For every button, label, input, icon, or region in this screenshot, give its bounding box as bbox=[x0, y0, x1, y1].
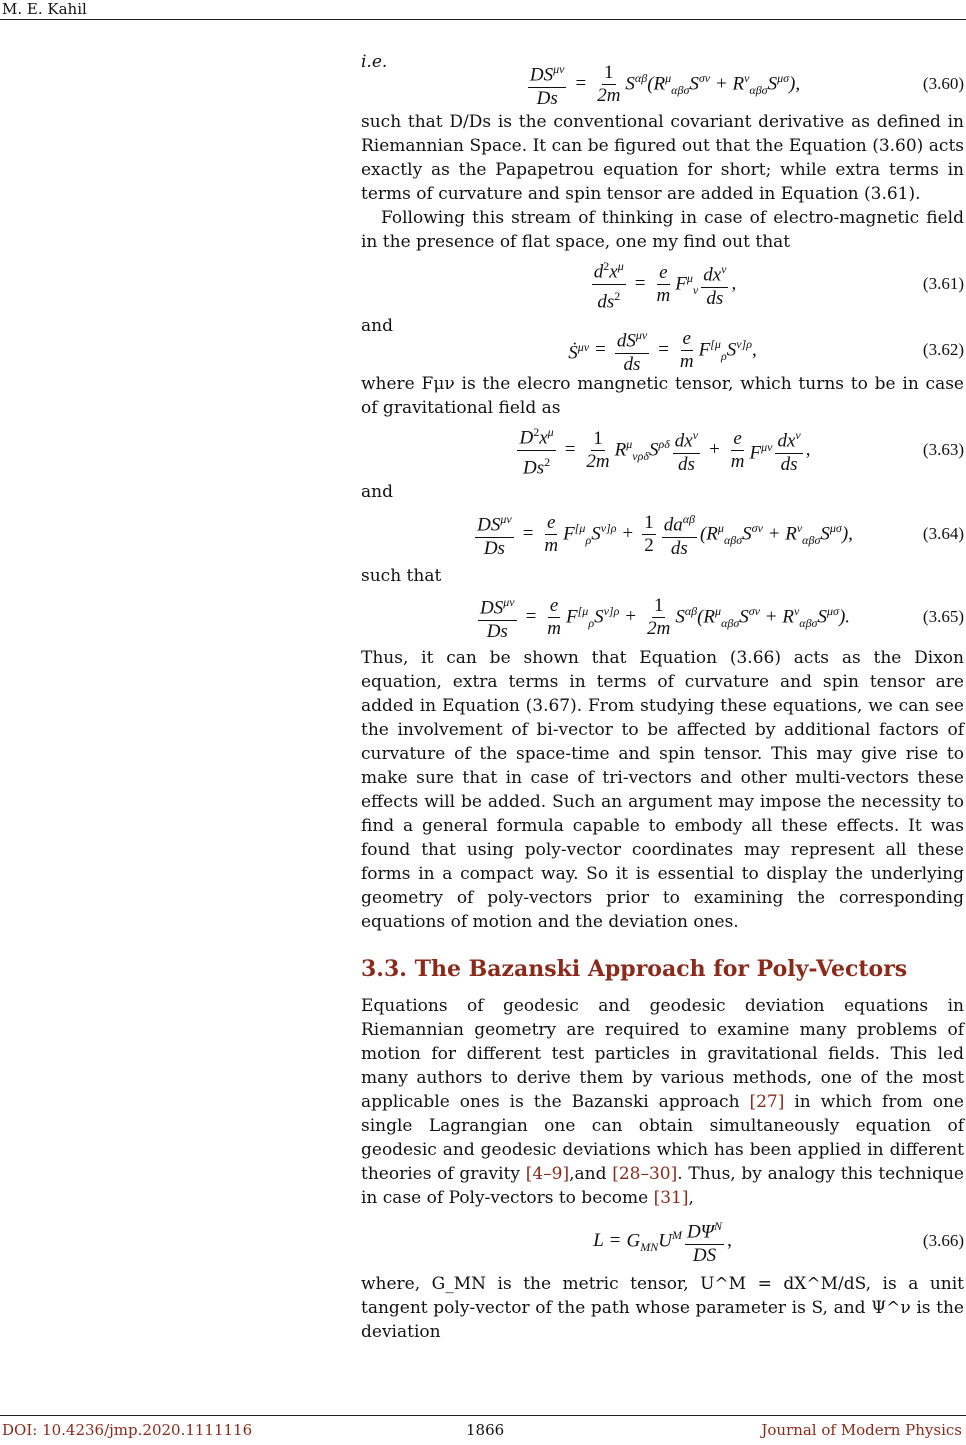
and-2: and bbox=[361, 482, 393, 502]
eq-number: (3.62) bbox=[922, 340, 964, 359]
paragraph-where-f: where Fμν is the elecro mangnetic tensor, which turns to be in case of gravitational field as bbox=[361, 374, 964, 418]
equation-3-61: $\frac{d^2x^\mu}{ds^2}$ = $\frac{e}{m}$ $F^\mu_\nu$ $\frac{dx^\nu}{ds}$ , (3.61) bbox=[361, 254, 964, 314]
doi-link[interactable]: DOI: 10.4236/jmp.2020.1111116 bbox=[2, 1421, 253, 1439]
citation-4-9[interactable]: [4–9] bbox=[525, 1164, 570, 1184]
citation-28-30[interactable]: [28–30] bbox=[612, 1164, 678, 1184]
paragraph-dixon: Thus, it can be shown that Equation (3.66) acts as the Dixon equation, extra terms in terms of curvature and spin tensor are added in Equation (3.67). From studying these equations, we can see the involvement of bi-vector to be affected by additional factors of curvature of the space-time and spin tensor. This may give rise to make sure that in case of tri-vectors and other multi-vectors these effects will be added. Such an argument may impose the necessity to find a general formula capable to embody all these effects. It was found that using poly-vector coordinates may represent all these forms in a compact way. So it is essential to display the underlying geometry of poly-vectors prior to examining the corresponding equations of motion and the deviation ones. bbox=[361, 648, 964, 932]
eq-number: (3.60) bbox=[922, 74, 964, 93]
equation-3-63: $\frac{D^2x^\mu}{Ds^2}$ = $\frac{1}{2m}$ $R^\mu_{\nu\rho\delta}S^{\rho\delta}$ $\frac{dx^\nu}{ds}$ + $\frac{e}{m}$ $F^{\mu\nu}$ $\frac{dx^\nu}{ds}$ , (3.63) bbox=[361, 420, 964, 480]
paragraph-covariant: such that D/Ds is the conventional covariant derivative as defined in Riemannian Space. It can be figured out that the Equation (3.60) acts exactly as the Papapetrou equation for short; while extra terms in terms of curvature and spin tensor are added in Equation (3.61). bbox=[361, 112, 964, 204]
page-footer bbox=[0, 1415, 966, 1445]
and-1: and bbox=[361, 316, 393, 336]
eq-number: (3.64) bbox=[922, 524, 964, 543]
main-column bbox=[361, 50, 964, 1344]
equation-3-64: $\frac{DS^{\mu\nu}}{Ds}$ = $\frac{e}{m}$ $F^{[\mu}_\rho S^{\nu]\rho}$ + $\frac{1}{2}$ $\frac{da^{\alpha\beta}}{ds}$ $(R^\mu_{\alpha\beta\sigma}S^{\sigma\nu} + R^\nu_{\alpha\beta\sigma}S^{\mu\sigma})$, (3.64) bbox=[361, 504, 964, 564]
section-heading: 3.3. The Bazanski Approach for Poly-Vectors bbox=[361, 956, 908, 982]
equation-3-66: L = $G_{MN}U^M$ $\frac{D\Psi^N}{DS}$ , (3.66) bbox=[361, 1210, 964, 1272]
equation-3-62: Ṡ$^{\mu\nu}$ = $\frac{dS^{\mu\nu}}{ds}$ = $\frac{e}{m}$ $F^{[\mu}_\rho S^{\nu]\rho}$, (3.62) bbox=[361, 328, 964, 372]
eq-number: (3.66) bbox=[922, 1231, 964, 1250]
such-that: such that bbox=[361, 566, 442, 586]
citation-27[interactable]: [27] bbox=[749, 1092, 785, 1112]
eq-number: (3.63) bbox=[922, 440, 964, 459]
header-author: M. E. Kahil bbox=[2, 0, 87, 18]
paragraph-bazanski: Equations of geodesic and geodesic deviation equations in Riemannian geometry are required to examine many problems of motion for different test particles in gravitational fields. This led many authors to derive them by various methods, one of the most applicable ones is the Bazanski approach [27] in which from one single Lagrangian one can obtain simultaneously equation of geodesic and geodesic deviations which has been applied in different theories of gravity [4–9],and [28–30]. Thus, by analogy this technique in case of Poly-vectors to become [31], bbox=[361, 996, 964, 1208]
equation-3-65: $\frac{DS^{\mu\nu}}{Ds}$ = $\frac{e}{m}$ $F^{[\mu}_\rho S^{\nu]\rho}$ + $\frac{1}{2m}$ $S^{\alpha\beta}(R^\mu_{\alpha\beta\sigma}S^{\sigma\nu} + R^\nu_{\alpha\beta\sigma}S^{\mu\sigma})$. (3.65) bbox=[361, 588, 964, 646]
equation-3-60: $\frac{DS^{\mu\nu}}{Ds}$ = $\frac{1}{2m}$ $S^{\alpha\beta}(R^\mu_{\alpha\beta\sigma}S^{\sigma\nu} + R^\nu_{\alpha\beta\sigma}S^{\mu\sigma})$, (3.60) bbox=[361, 58, 964, 110]
ie-label: i.e. bbox=[361, 52, 388, 72]
journal-link[interactable]: Journal of Modern Physics bbox=[761, 1421, 962, 1439]
eq-number: (3.65) bbox=[922, 607, 964, 626]
paragraph-where-g: where, G_MN is the metric tensor, U^M = dX^M/dS, is a unit tangent poly-vector of the path whose parameter is S, and Ψ^ν is the deviation bbox=[361, 1274, 964, 1342]
citation-31[interactable]: [31] bbox=[653, 1188, 689, 1208]
eq-number: (3.61) bbox=[922, 274, 964, 293]
page-number: 1866 bbox=[466, 1421, 505, 1439]
paragraph-following: Following this stream of thinking in case of electro-magnetic field in the presence of flat space, one my find out that bbox=[361, 208, 964, 252]
running-header bbox=[0, 0, 966, 20]
